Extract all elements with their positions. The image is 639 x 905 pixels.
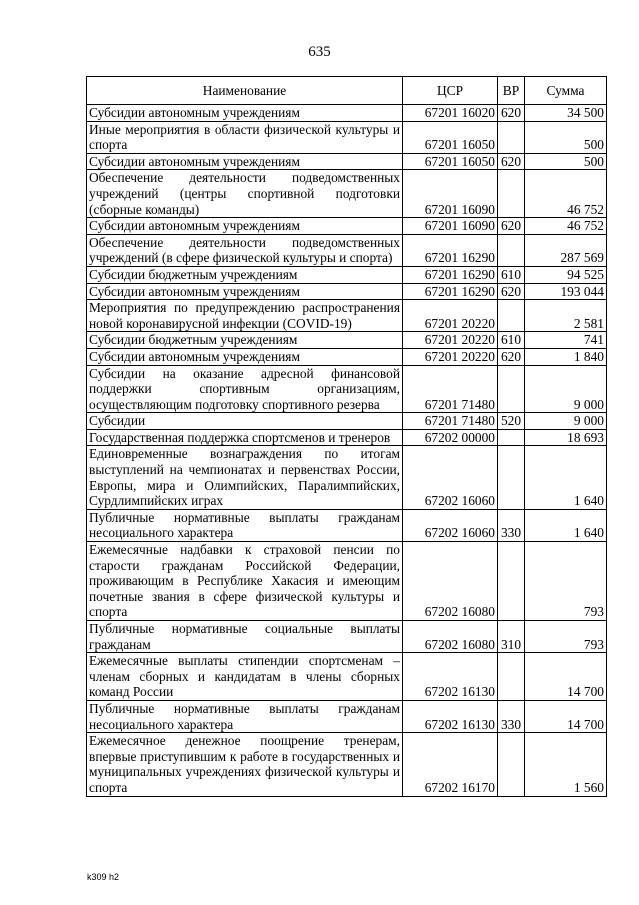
- cell-csr: 67202 16130: [403, 700, 498, 732]
- cell-sum: 46 752: [525, 218, 607, 235]
- cell-vr: [498, 234, 525, 266]
- cell-vr: 310: [498, 621, 525, 653]
- cell-sum: 1 840: [525, 348, 607, 365]
- cell-csr: 67202 16130: [403, 653, 498, 701]
- cell-csr: 67202 16170: [403, 733, 498, 796]
- cell-name: Публичные нормативные выплаты гражданам несоциального характера: [87, 509, 403, 541]
- table-row: [87, 509, 607, 541]
- cell-sum: 9 000: [525, 365, 607, 413]
- cell-csr: 67201 16050: [403, 121, 498, 153]
- cell-csr: 67201 16020: [403, 105, 498, 122]
- cell-name: Субсидии автономным учреждениям: [87, 105, 403, 122]
- table-row: [87, 283, 607, 300]
- cell-csr: 67201 16290: [403, 283, 498, 300]
- cell-name: Государственная поддержка спортсменов и тренеров: [87, 429, 403, 446]
- cell-csr: 67202 16060: [403, 446, 498, 509]
- cell-sum: 9 000: [525, 413, 607, 430]
- cell-name: Обеспечение деятельности подведомственных учреждений (в сфере физической культуры и спорта): [87, 234, 403, 266]
- cell-csr: 67202 16080: [403, 621, 498, 653]
- table-row: [87, 332, 607, 349]
- column-header-name: Наименование: [87, 77, 403, 105]
- cell-sum: 1 640: [525, 446, 607, 509]
- cell-sum: 14 700: [525, 700, 607, 732]
- table-row: [87, 348, 607, 365]
- cell-name: Ежемесячное денежное поощрение тренерам, впервые приступившим к работе в государственных и муниципальных учреждениях физической культуры и спорта: [87, 733, 403, 796]
- table-header-row: [87, 77, 607, 105]
- cell-name: Мероприятия по предупреждению распространения новой коронавирусной инфекции (COVID-19): [87, 300, 403, 332]
- table-row: [87, 621, 607, 653]
- cell-vr: 330: [498, 700, 525, 732]
- cell-vr: [498, 300, 525, 332]
- table-row: [87, 700, 607, 732]
- cell-name: Субсидии автономным учреждениям: [87, 218, 403, 235]
- budget-table: [86, 76, 607, 797]
- cell-sum: 46 752: [525, 170, 607, 218]
- cell-csr: 67201 16090: [403, 170, 498, 218]
- column-header-csr: ЦСР: [403, 77, 498, 105]
- cell-sum: 1 640: [525, 509, 607, 541]
- cell-vr: 620: [498, 153, 525, 170]
- table-row: [87, 653, 607, 701]
- cell-sum: 193 044: [525, 283, 607, 300]
- footer-code: k309 h2: [87, 872, 120, 882]
- cell-name: Обеспечение деятельности подведомственных учреждений (центры спортивной подготовки (сборные команды): [87, 170, 403, 218]
- column-header-sum: Сумма: [525, 77, 607, 105]
- cell-sum: 500: [525, 121, 607, 153]
- table-row: [87, 218, 607, 235]
- table-row: [87, 170, 607, 218]
- cell-vr: 620: [498, 105, 525, 122]
- cell-csr: 67201 20220: [403, 332, 498, 349]
- cell-vr: 620: [498, 348, 525, 365]
- cell-csr: 67201 16050: [403, 153, 498, 170]
- cell-sum: 18 693: [525, 429, 607, 446]
- cell-csr: 67201 71480: [403, 413, 498, 430]
- table-row: [87, 446, 607, 509]
- cell-sum: 94 525: [525, 266, 607, 283]
- cell-vr: 610: [498, 332, 525, 349]
- cell-csr: 67201 20220: [403, 348, 498, 365]
- table-row: [87, 234, 607, 266]
- table-row: [87, 266, 607, 283]
- table-row: [87, 733, 607, 796]
- cell-name: Субсидии автономным учреждениям: [87, 283, 403, 300]
- cell-vr: [498, 446, 525, 509]
- cell-sum: 14 700: [525, 653, 607, 701]
- cell-name: Ежемесячные надбавки к страховой пенсии по старости гражданам Российской Федерации, проживающим в Республике Хакасия и имеющим почетные звания в сфере физической культуры и спорта: [87, 542, 403, 621]
- cell-name: Единовременные вознаграждения по итогам выступлений на чемпионатах и первенствах России, Европы, мира и Олимпийских, Паралимпийских, Сурдлимпийских играх: [87, 446, 403, 509]
- table-row: [87, 413, 607, 430]
- cell-vr: [498, 733, 525, 796]
- cell-csr: 67201 20220: [403, 300, 498, 332]
- cell-name: Публичные нормативные социальные выплаты гражданам: [87, 621, 403, 653]
- cell-csr: 67201 71480: [403, 365, 498, 413]
- cell-sum: 1 560: [525, 733, 607, 796]
- cell-name: Субсидии: [87, 413, 403, 430]
- cell-name: Субсидии бюджетным учреждениям: [87, 266, 403, 283]
- cell-name: Субсидии автономным учреждениям: [87, 153, 403, 170]
- cell-vr: [498, 170, 525, 218]
- cell-vr: 520: [498, 413, 525, 430]
- cell-csr: 67201 16290: [403, 266, 498, 283]
- cell-vr: [498, 542, 525, 621]
- cell-vr: [498, 653, 525, 701]
- cell-sum: 34 500: [525, 105, 607, 122]
- cell-csr: 67201 16290: [403, 234, 498, 266]
- cell-csr: 67202 16060: [403, 509, 498, 541]
- table-row: [87, 153, 607, 170]
- cell-vr: [498, 121, 525, 153]
- cell-sum: 793: [525, 542, 607, 621]
- cell-name: Иные мероприятия в области физической культуры и спорта: [87, 121, 403, 153]
- cell-vr: 620: [498, 283, 525, 300]
- cell-sum: 287 569: [525, 234, 607, 266]
- cell-vr: 330: [498, 509, 525, 541]
- cell-sum: 741: [525, 332, 607, 349]
- column-header-vr: ВР: [498, 77, 525, 105]
- table-row: [87, 365, 607, 413]
- cell-csr: 67201 16090: [403, 218, 498, 235]
- cell-sum: 2 581: [525, 300, 607, 332]
- cell-csr: 67202 00000: [403, 429, 498, 446]
- cell-vr: 610: [498, 266, 525, 283]
- cell-sum: 793: [525, 621, 607, 653]
- table-row: [87, 121, 607, 153]
- cell-name: Субсидии на оказание адресной финансовой поддержки спортивным организациям, осуществляющим подготовку спортивного резерва: [87, 365, 403, 413]
- cell-name: Публичные нормативные выплаты гражданам несоциального характера: [87, 700, 403, 732]
- cell-vr: [498, 365, 525, 413]
- cell-sum: 500: [525, 153, 607, 170]
- table-row: [87, 105, 607, 122]
- table-row: [87, 429, 607, 446]
- table-row: [87, 542, 607, 621]
- table-row: [87, 300, 607, 332]
- cell-vr: [498, 429, 525, 446]
- cell-name: Субсидии бюджетным учреждениям: [87, 332, 403, 349]
- cell-name: Ежемесячные выплаты стипендии спортсменам – членам сборных и кандидатам в члены сборных команд России: [87, 653, 403, 701]
- cell-vr: 620: [498, 218, 525, 235]
- page-number: 635: [308, 44, 331, 60]
- cell-name: Субсидии автономным учреждениям: [87, 348, 403, 365]
- cell-csr: 67202 16080: [403, 542, 498, 621]
